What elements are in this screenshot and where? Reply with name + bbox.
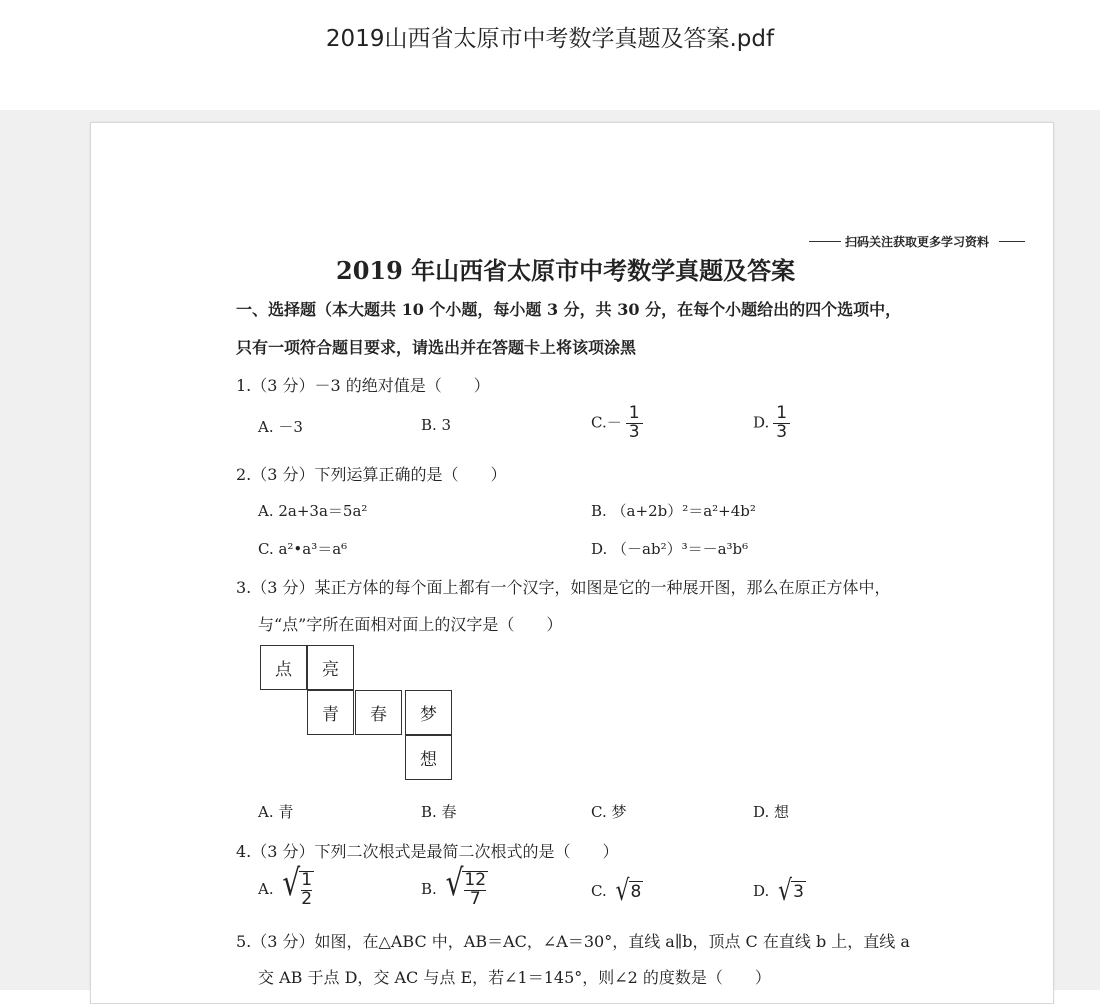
option-d-label: D. (753, 413, 770, 432)
numerator: 1 (626, 405, 643, 424)
numerator: 12 (464, 870, 487, 890)
question-4-stem: 4.（3 分）下列二次根式是最简二次根式的是（ ） (236, 842, 619, 861)
sqrt-three: √ 3 (778, 875, 804, 908)
question-3-option-c: C. 梦 (591, 803, 627, 821)
denominator: 3 (628, 421, 640, 442)
question-5-stem-line-1: 5.（3 分）如图，在△ABC 中，AB＝AC，∠A＝30°，直线 a∥b，顶点 C 在直线 b 上，直线 a (236, 932, 910, 951)
watermark-rule-right (999, 241, 1025, 242)
watermark-text: 扫码关注获取更多学习资料 (845, 235, 990, 249)
sqrt-eight: √ 8 (615, 875, 642, 908)
numerator: 1 (773, 405, 790, 424)
question-4-option-a (258, 861, 314, 909)
radical-sign: √ (282, 861, 301, 905)
cube-face-cell: 亮 (307, 645, 354, 690)
radical-sign: √ (445, 861, 464, 905)
radical-sign: √ (615, 875, 630, 908)
pdf-viewer[interactable] (0, 110, 1100, 990)
question-2-option-b: B. （a+2b）²＝a²+4b² (591, 502, 756, 520)
section-intro-line-1: 一、选择题（本大题共 10 个小题，每小题 3 分，共 30 分，在每个小题给出的四个选项中， (236, 300, 902, 319)
question-3-stem-line-2: 与“点”字所在面相对面上的汉字是（ ） (258, 615, 563, 634)
cube-face-cell: 春 (355, 690, 402, 735)
question-1-option-d (753, 405, 790, 442)
fraction-one-third (626, 405, 643, 442)
question-3-option-d: D. 想 (753, 803, 790, 821)
question-2-option-d: D. （－ab²）³＝－a³b⁶ (591, 540, 749, 558)
denominator: 7 (469, 888, 481, 909)
denominator: 3 (776, 421, 788, 442)
minus-sign: － (606, 413, 622, 432)
title-bar (0, 0, 1100, 110)
denominator: 2 (301, 888, 313, 909)
cube-face-cell: 点 (260, 645, 307, 690)
sqrt-twelve-sevenths (445, 861, 488, 909)
question-1-option-b: B. 3 (421, 416, 452, 434)
watermark-rule-left (809, 241, 841, 242)
cube-face-cell: 青 (307, 690, 354, 735)
question-2-stem: 2.（3 分）下列运算正确的是（ ） (236, 465, 507, 484)
option-c-label: C. (591, 413, 607, 432)
option-c-label: C. (591, 882, 607, 900)
question-2-option-c: C. a²•a³＝a⁶ (258, 540, 348, 558)
question-4-option-b (421, 861, 488, 909)
option-b-label: B. (421, 879, 437, 898)
cube-face-cell: 梦 (405, 690, 452, 735)
question-4-option-d (753, 875, 806, 908)
question-3-option-b: B. 春 (421, 803, 457, 821)
numerator: 1 (301, 870, 313, 890)
document-title: 2019山西省太原市中考数学真题及答案.pdf (325, 26, 775, 52)
question-2-option-a: A. 2a+3a＝5a² (258, 502, 368, 520)
section-intro-line-2: 只有一项符合题目要求，请选出并在答题卡上将该项涂黑 (236, 338, 637, 357)
sqrt-one-half (282, 861, 314, 909)
question-1-option-c (591, 405, 643, 442)
question-4-option-c (591, 875, 643, 908)
fraction-one-third (773, 405, 790, 442)
cube-face-cell: 想 (405, 735, 452, 780)
question-1-option-a: A. －3 (258, 418, 303, 436)
radical-sign: √ (778, 875, 793, 908)
exam-heading: 2019 年山西省太原市中考数学真题及答案 (336, 256, 796, 285)
question-3-stem-line-1: 3.（3 分）某正方体的每个面上都有一个汉字，如图是它的一种展开图，那么在原正方体中， (236, 578, 891, 597)
option-d-label: D. (753, 882, 770, 900)
option-a-label: A. (258, 879, 274, 898)
question-1-stem: 1.（3 分）－3 的绝对值是（ ） (236, 376, 490, 395)
question-3-option-a: A. 青 (258, 803, 294, 821)
pdf-page (90, 122, 1054, 1004)
question-5-stem-line-2: 交 AB 于点 D，交 AC 与点 E，若∠1＝145°，则∠2 的度数是（ ） (258, 968, 771, 987)
scanned-page-content (91, 123, 1053, 1003)
